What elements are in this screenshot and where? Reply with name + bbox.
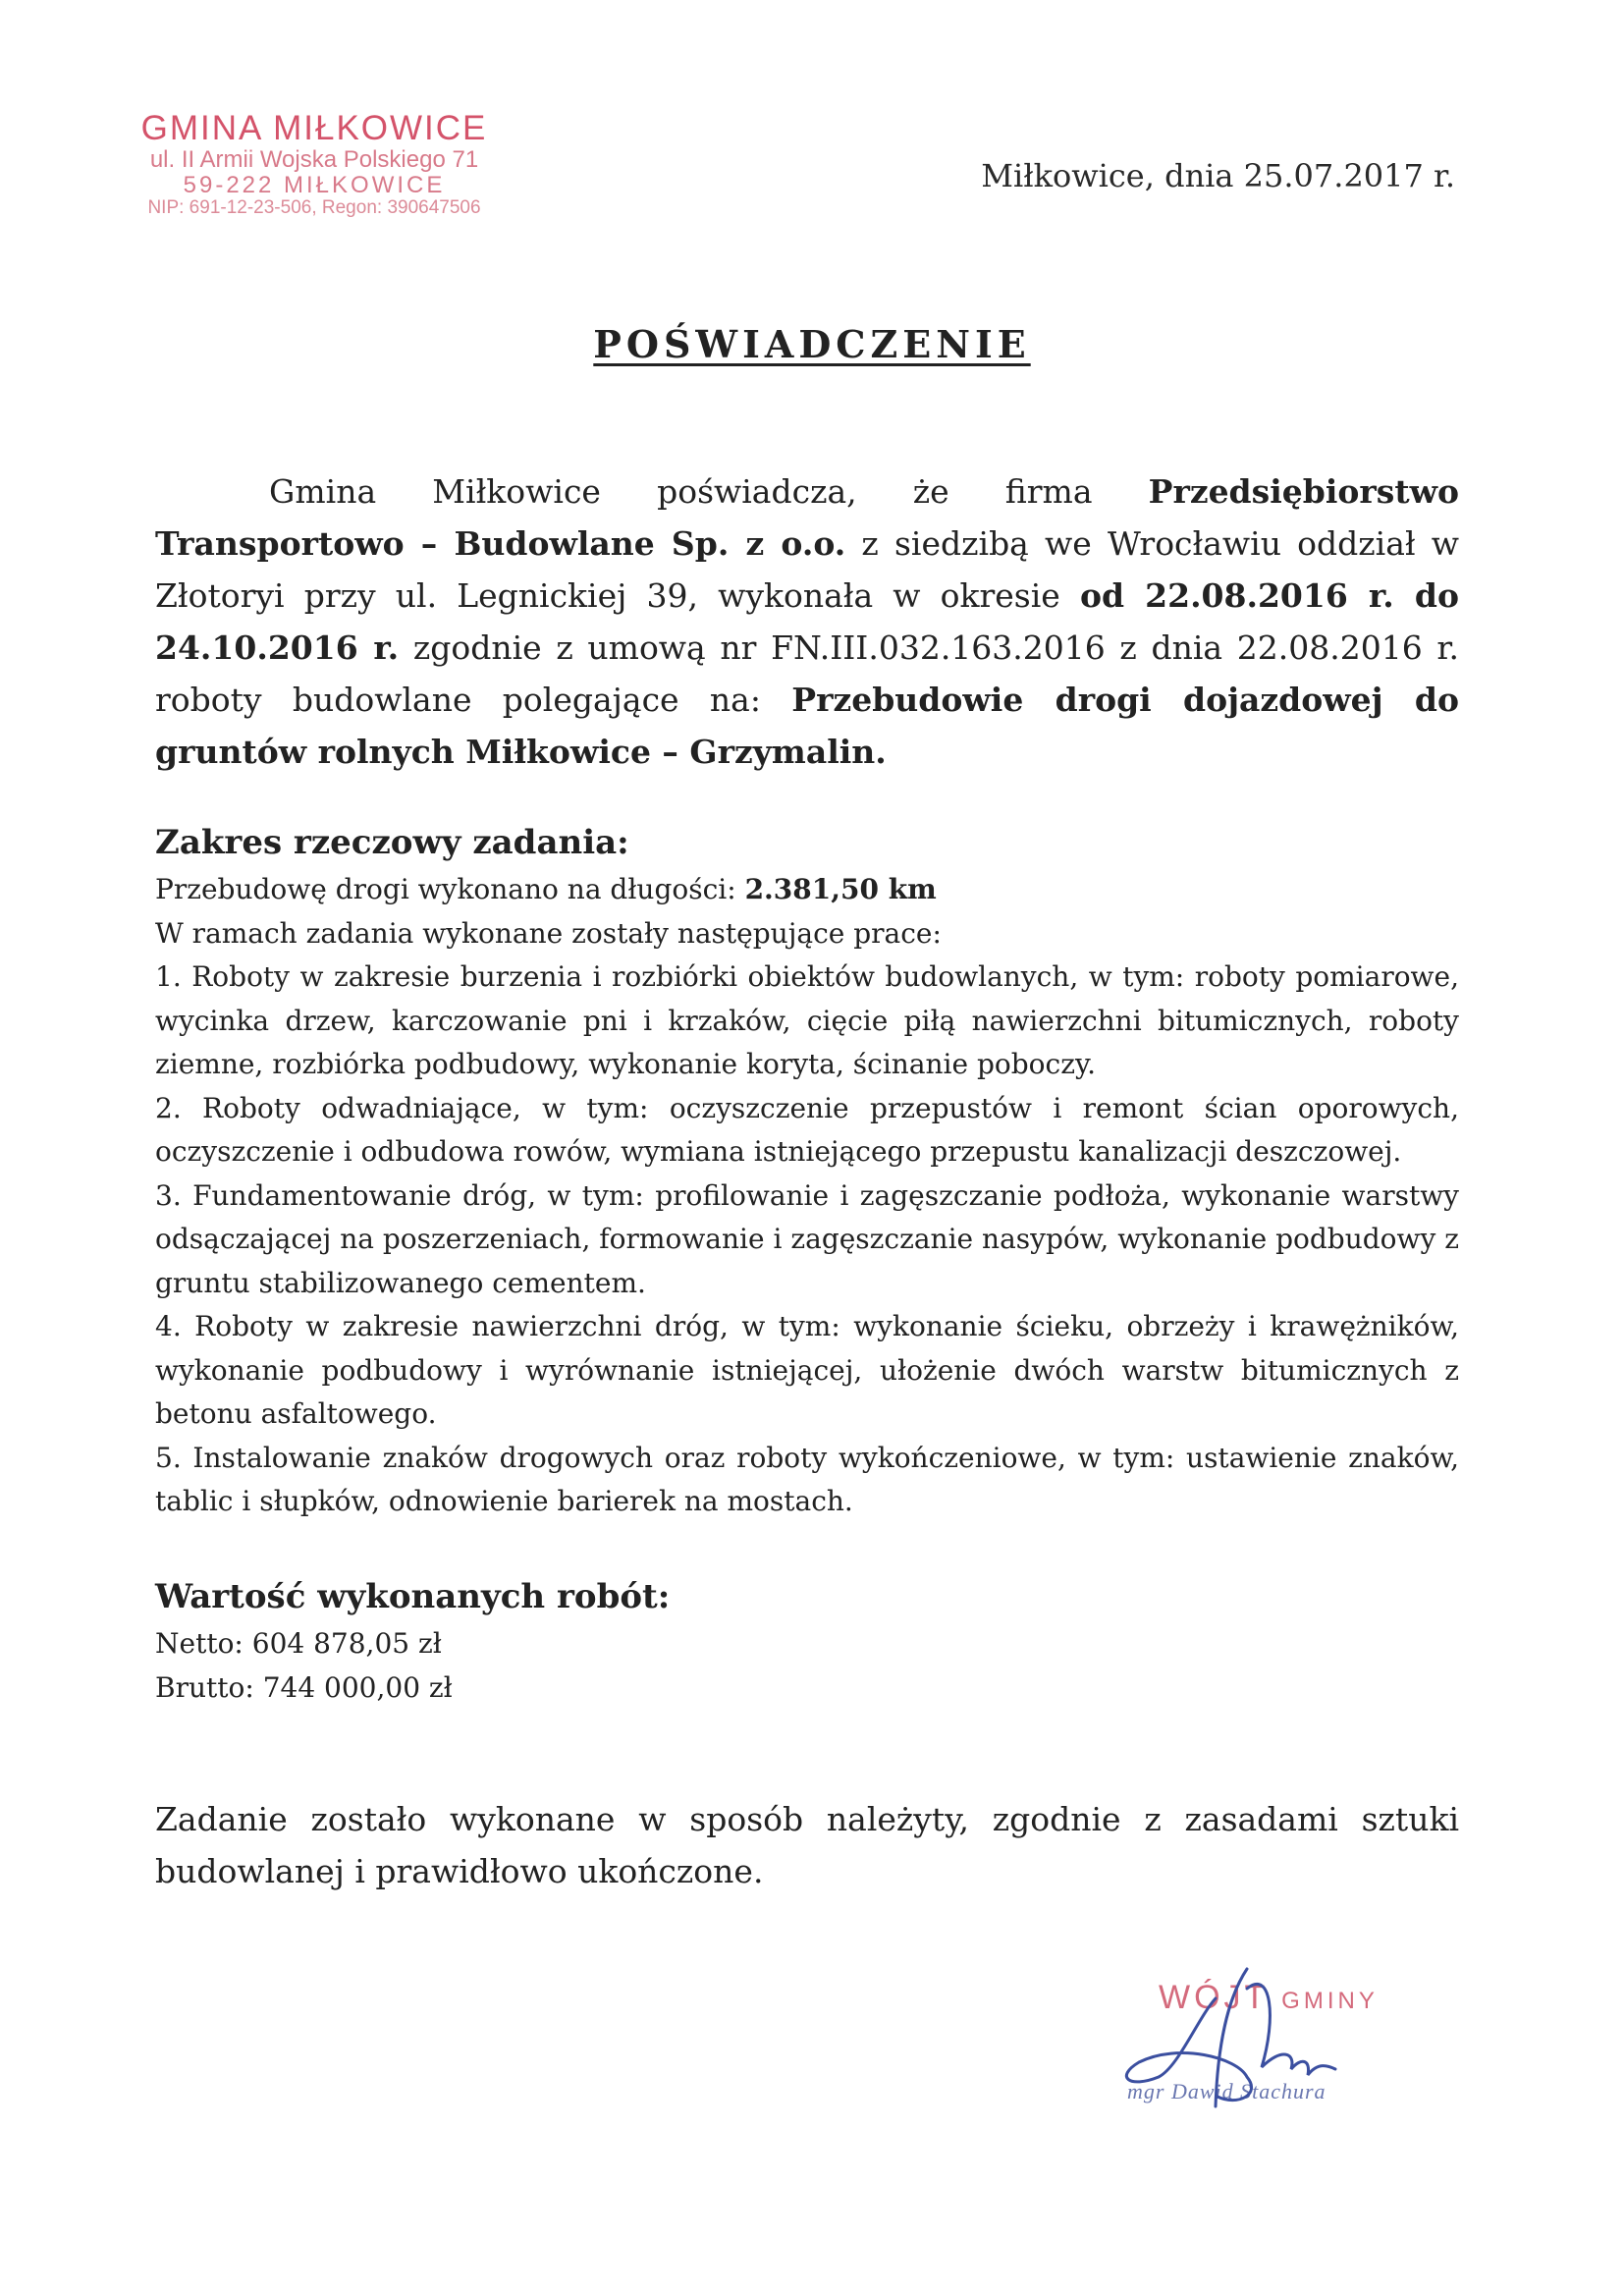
scope-section bbox=[155, 823, 1459, 1524]
municipal-stamp bbox=[128, 110, 501, 218]
work-item-5: 5. Instalowanie znaków drogowych oraz roboty wykończeniowe, w tym: ustawienie znaków, tablic i słupków, odnowienie barierek na mostach. bbox=[155, 1441, 1459, 1517]
task-name: Przebudowie drogi dojazdowej do gruntów rolnych Miłkowice – Grzymalin. bbox=[155, 681, 1459, 771]
signature-title-main: WÓJT bbox=[1159, 1979, 1269, 2016]
stamp-name: GMINA MIŁKOWICE bbox=[140, 109, 488, 147]
closing-statement: Zadanie zostało wykonane w sposób należyty, zgodnie z zasadami sztuki budowlanej i prawidłowo ukończone. bbox=[155, 1800, 1459, 1890]
value-netto: Netto: 604 878,05 zł bbox=[155, 1627, 442, 1660]
body-contract: zgodnie z umową nr FN.III.032.163.2016 z dnia 22.08.2016 r. roboty budowlane polegające na: bbox=[155, 628, 1459, 719]
scope-heading: Zakres rzeczowy zadania: bbox=[155, 823, 629, 862]
value-heading: Wartość wykonanych robót: bbox=[155, 1577, 671, 1616]
value-brutto: Brutto: 744 000,00 zł bbox=[155, 1670, 453, 1704]
document-title-text: POŚWIADCZENIE bbox=[593, 322, 1031, 366]
company-name: Przedsiębiorstwo Transportowo – Budowlane Sp. z o.o. bbox=[155, 472, 1459, 563]
work-item-2: 2. Roboty odwadniające, w tym: oczyszczenie przepustów i remont ścian oporowych, oczyszczenie i odbudowa rowów, wymiana istniejącego przepustu kanalizacji deszczowej. bbox=[155, 1091, 1459, 1168]
document-title bbox=[0, 322, 1624, 366]
value-section bbox=[155, 1577, 1459, 1710]
signature-title-sub: GMINY bbox=[1281, 1988, 1379, 2014]
handwritten-signature bbox=[1100, 1959, 1414, 2136]
body-intro: Gmina Miłkowice poświadcza, że firma bbox=[269, 472, 1149, 511]
work-item-1: 1. Roboty w zakresie burzenia i rozbiórki obiektów budowlanych, w tym: roboty pomiarowe, wycinka drzew, karczowanie pni i krzaków, cięcie piłą nawierzchni bitumicznych, roboty ziemne, rozbiórka podbudowy, wykonanie koryta, ścinanie poboczy. bbox=[155, 960, 1459, 1080]
signatory-name: mgr Dawid Stachura bbox=[1127, 2079, 1326, 2103]
stamp-address: ul. II Armii Wojska Polskiego 71 bbox=[149, 145, 479, 173]
works-intro: W ramach zadania wykonane zostały następujące prace: bbox=[155, 916, 942, 950]
signature-stamp bbox=[1100, 1959, 1414, 2136]
body-paragraph bbox=[155, 465, 1459, 778]
work-period: od 22.08.2016 r. do 24.10.2016 r. bbox=[155, 576, 1459, 667]
stamp-ids: NIP: 691-12-23-506, Regon: 390647506 bbox=[147, 196, 481, 218]
road-length bbox=[155, 868, 1459, 912]
road-length-label: Przebudowę drogi wykonano na długości: bbox=[155, 873, 745, 905]
work-item-4: 4. Roboty w zakresie nawierzchni dróg, w tym: wykonanie ścieku, obrzeży i krawężników, wykonanie podbudowy i wyrównanie istniejącej, ułożenie dwóch warstw bitumicznych z betonu asfaltowego. bbox=[155, 1310, 1459, 1430]
road-length-value: 2.381,50 km bbox=[744, 873, 937, 905]
place-date: Miłkowice, dnia 25.07.2017 r. bbox=[981, 157, 1455, 194]
stamp-city: 59-222 MIŁKOWICE bbox=[183, 171, 446, 198]
work-item-3: 3. Fundamentowanie dróg, w tym: profilowanie i zagęszczanie podłoża, wykonanie warstwy odsączającej na poszerzeniach, formowanie i zagęszczanie nasypów, wykonanie podbudowy z gruntu stabilizowanego cementem. bbox=[155, 1178, 1459, 1299]
body-location: z siedzibą we Wrocławiu oddział w Złotoryi przy ul. Legnickiej 39, wykonała w okresie bbox=[155, 524, 1459, 615]
